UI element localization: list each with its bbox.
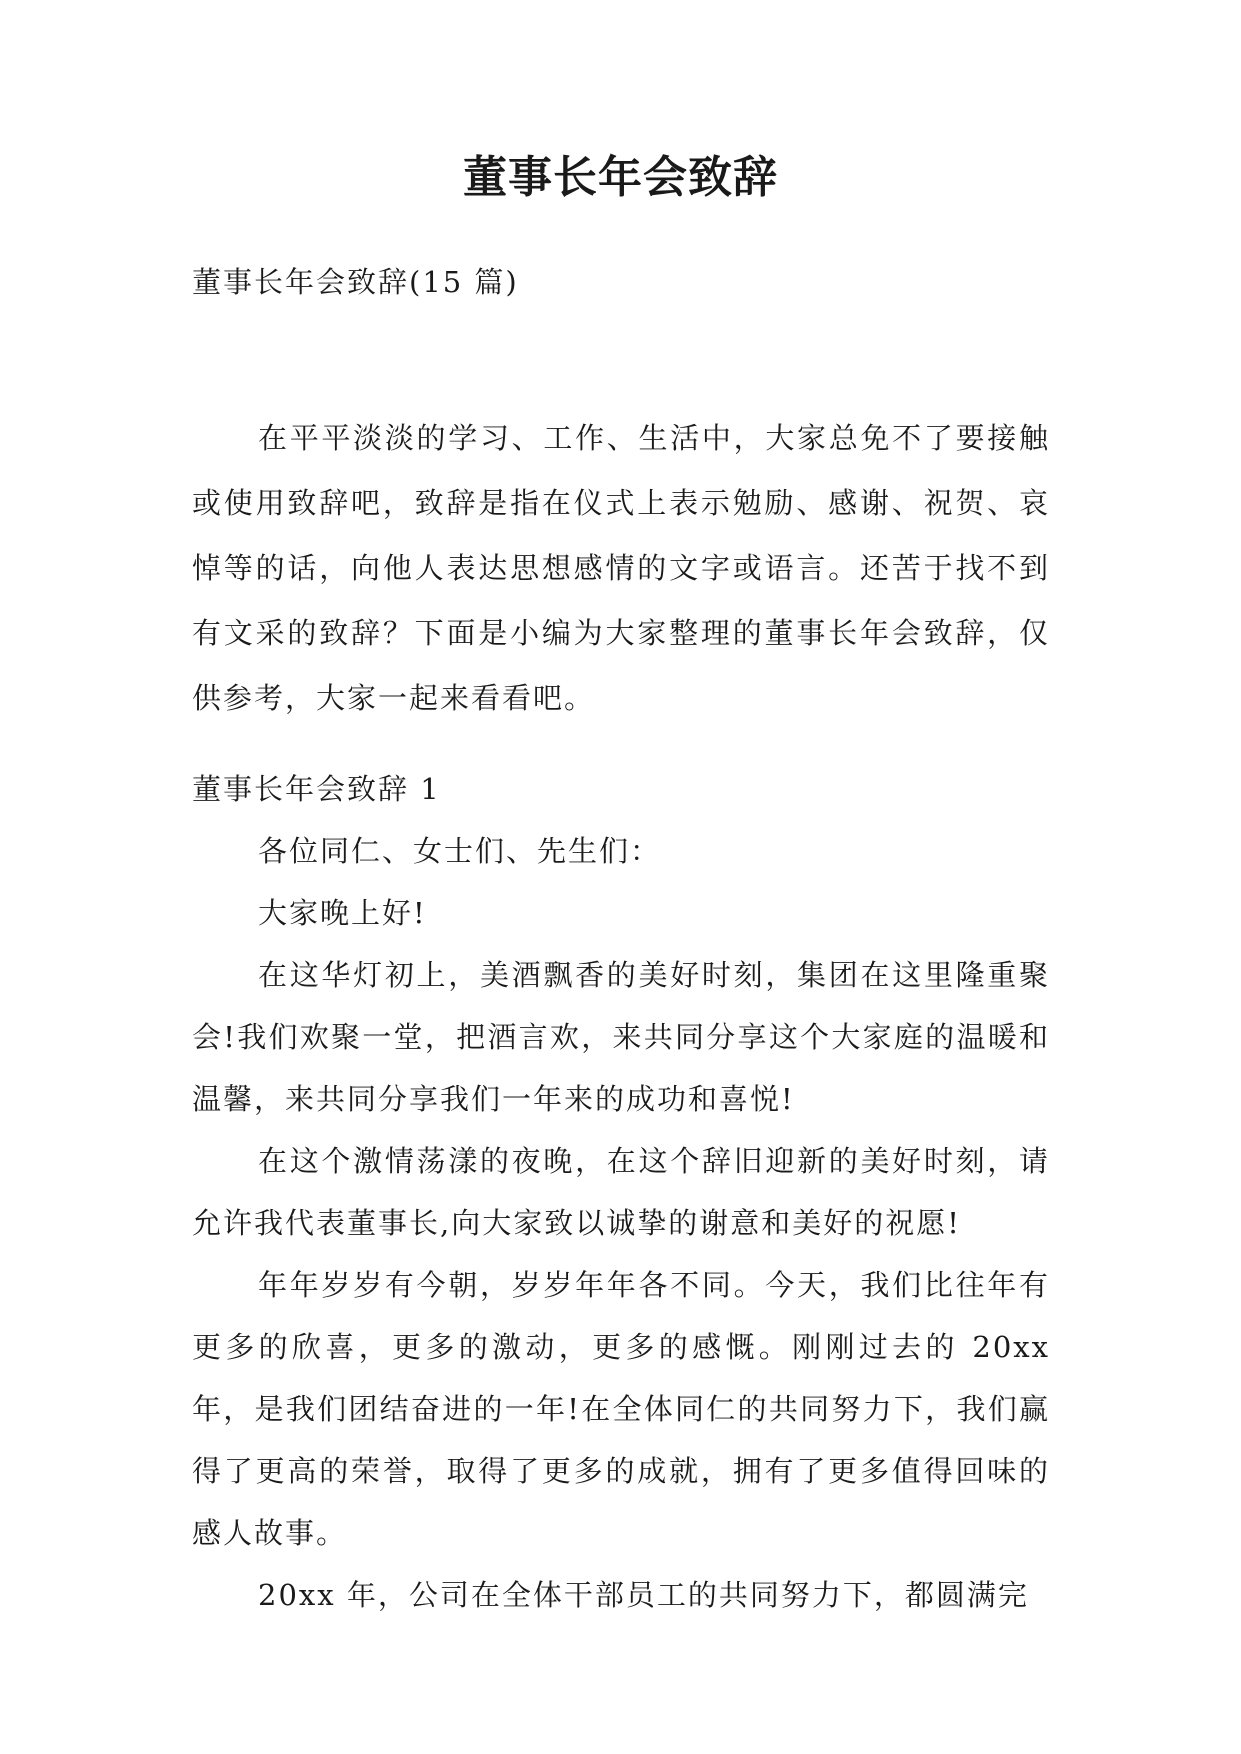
intro-paragraph: 在平平淡淡的学习、工作、生活中，大家总免不了要接触或使用致辞吧，致辞是指在仪式上表示勉励、感谢、祝贺、哀悼等的话，向他人表达思想感情的文字或语言。还苦于找不到有文采的致辞？下面是小编为大家整理的董事长年会致辞，仅供参考，大家一起来看看吧。 <box>192 421 1050 715</box>
document-subtitle: 董事长年会致辞(15 篇) <box>192 265 519 299</box>
body-paragraph: 20xx 年，公司在全体干部员工的共同努力下，都圆满完 <box>258 1578 1029 1612</box>
salutation-paragraph: 各位同仁、女士们、先生们： <box>258 834 662 868</box>
body-paragraph: 在这个激情荡漾的夜晚，在这个辞旧迎新的美好时刻，请允许我代表董事长,向大家致以诚挚的谢意和美好的祝愿! <box>192 1144 1050 1240</box>
body-paragraph: 年年岁岁有今朝，岁岁年年各不同。今天，我们比往年有更多的欣喜，更多的激动，更多的感慨。刚刚过去的 20xx 年，是我们团结奋进的一年!在全体同仁的共同努力下，我们赢得了更高的荣誉，取得了更多的成就，拥有了更多值得回味的感人故事。 <box>192 1268 1050 1550</box>
greeting-paragraph: 大家晚上好! <box>258 896 427 930</box>
speech-section <box>192 758 1050 1626</box>
document-title: 董事长年会致辞 <box>463 152 778 203</box>
section-heading: 董事长年会致辞 1 <box>192 772 441 806</box>
body-paragraph: 在这华灯初上，美酒飘香的美好时刻，集团在这里隆重聚会!我们欢聚一堂，把酒言欢，来共同分享这个大家庭的温暖和温馨，来共同分享我们一年来的成功和喜悦! <box>192 958 1050 1116</box>
